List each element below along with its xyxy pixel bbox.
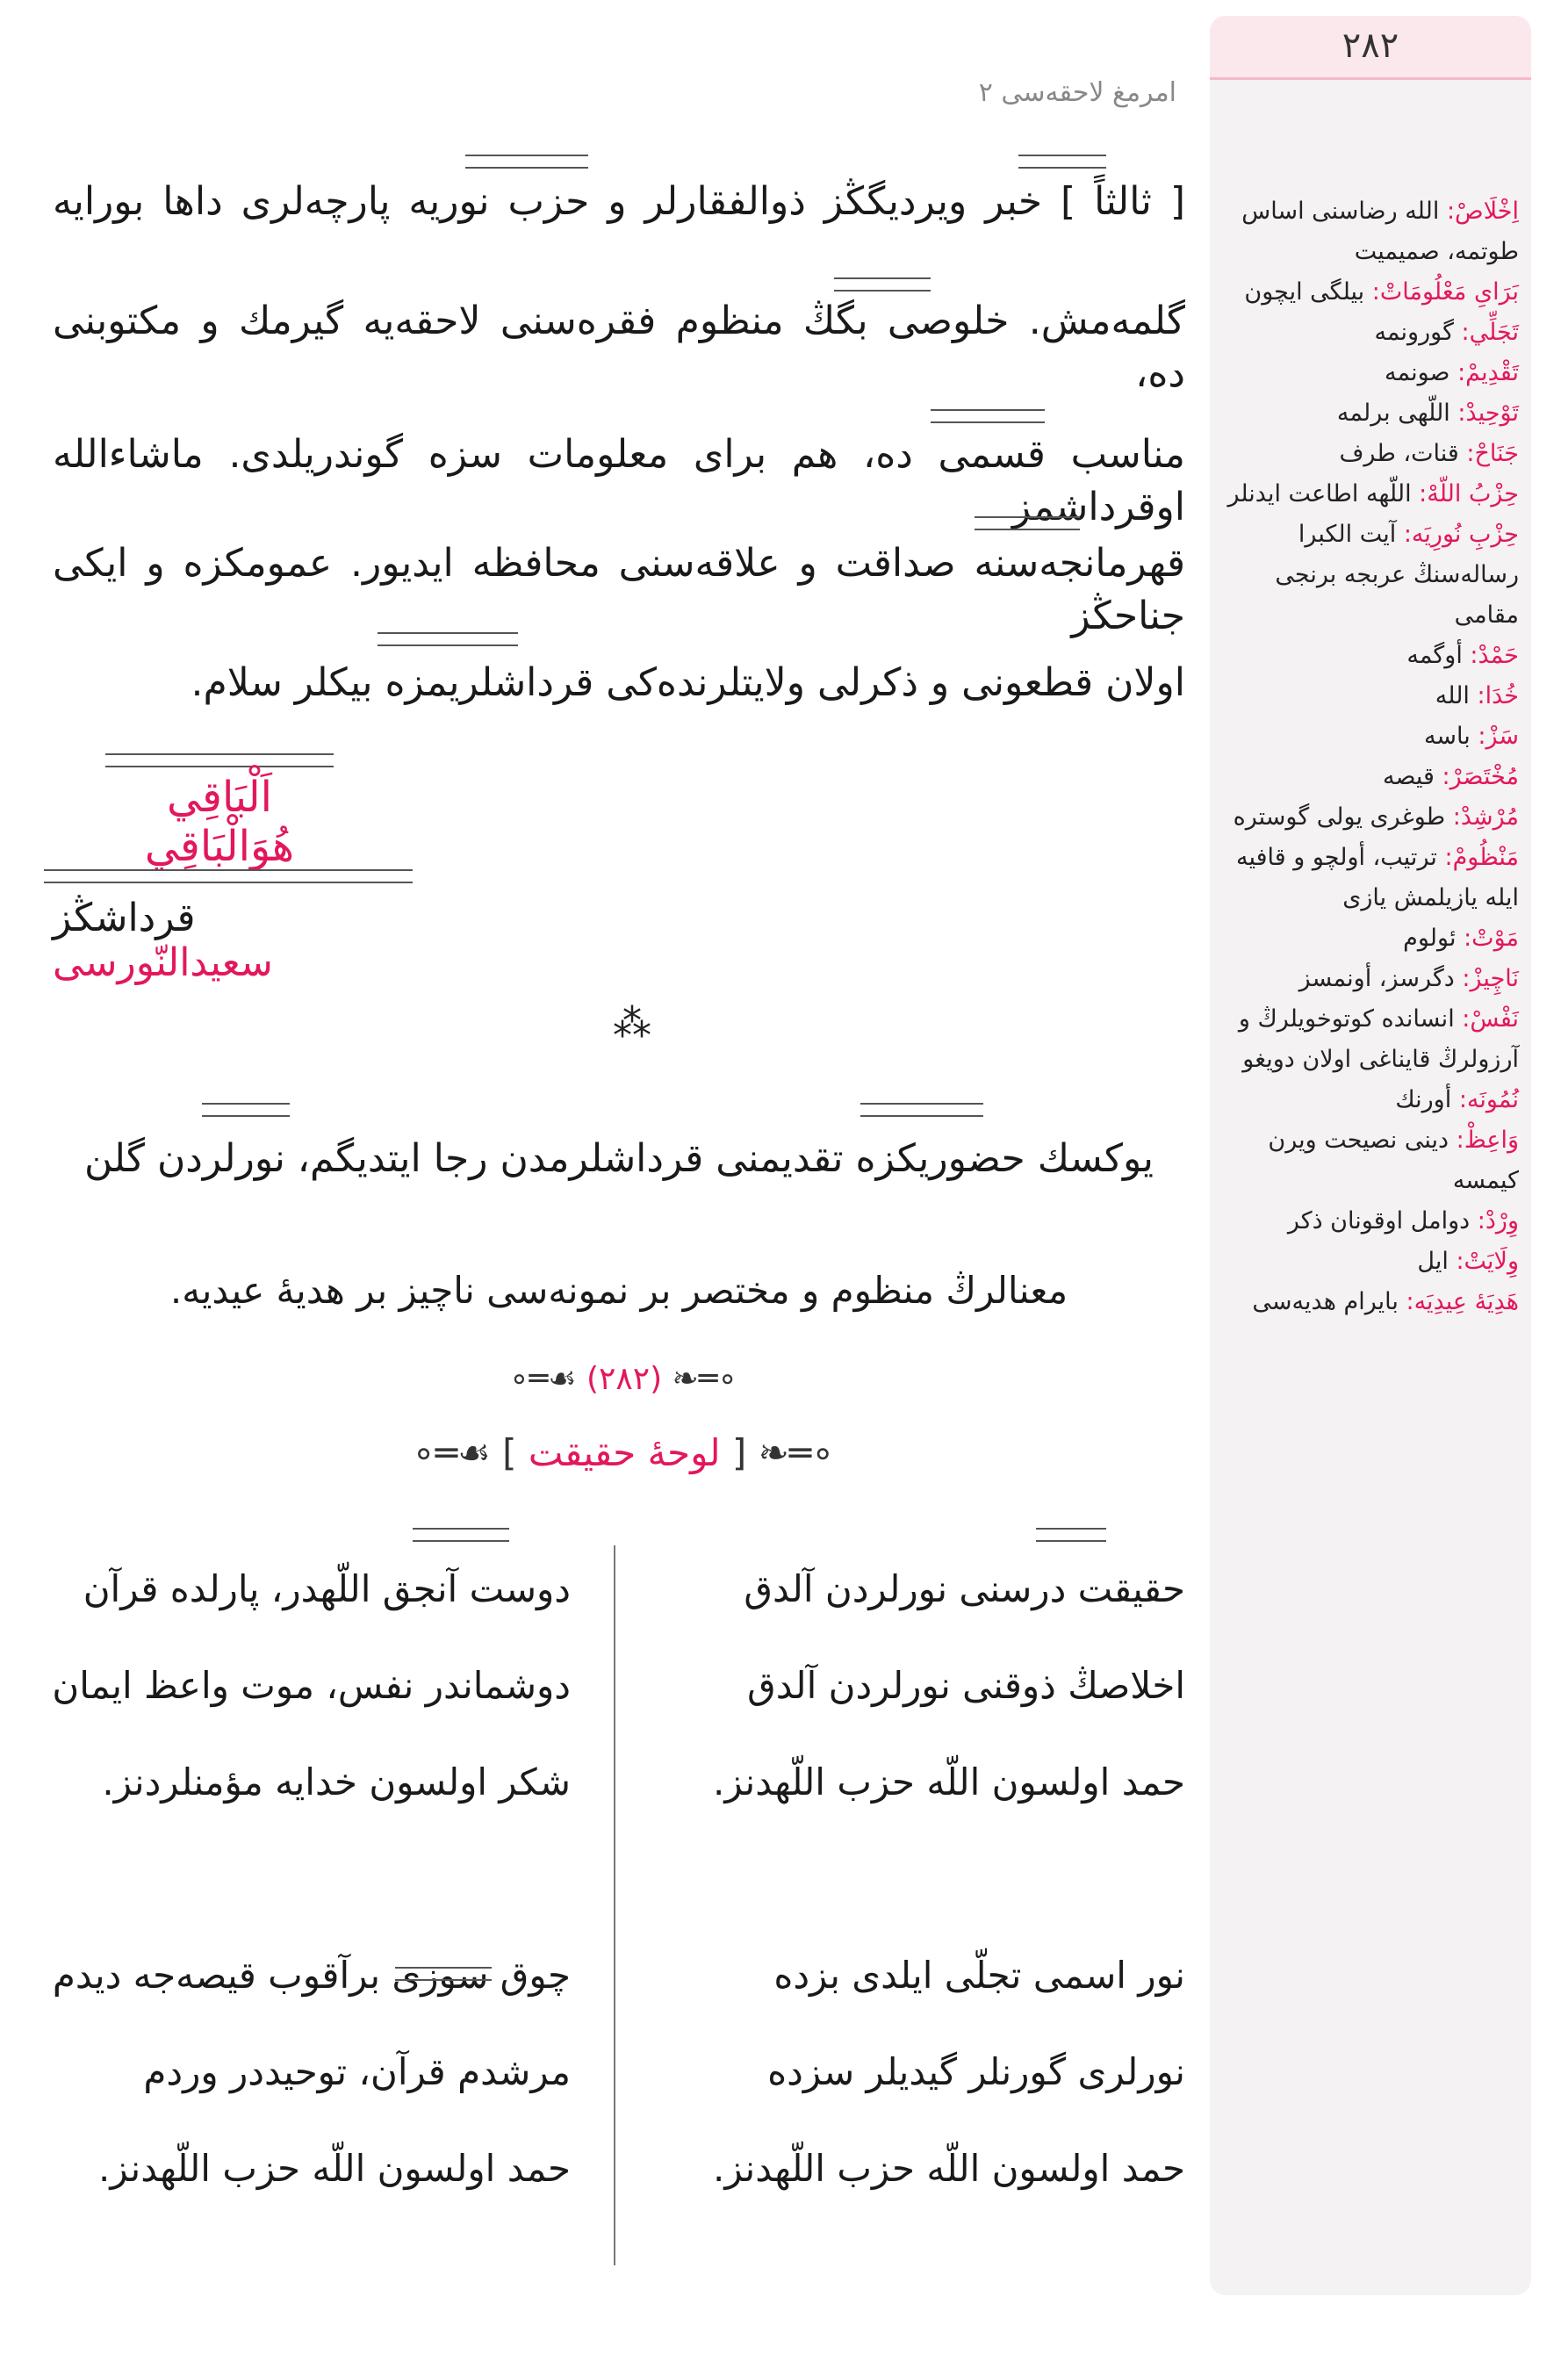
- glossary-definition: دوامل اوقونان ذكر: [1287, 1207, 1471, 1235]
- glossary-definition: ترتیب، أولچو و قافیه ایله یازیلمش یازی: [1235, 844, 1519, 911]
- glossary-term: سَزْ:: [1478, 723, 1519, 750]
- poem-left-column: [53, 1541, 571, 2217]
- overline-decoration: [105, 753, 334, 767]
- poem-line: حمد اولسون اللّه حزب اللّهدنز.: [97, 2147, 571, 2190]
- glossary-definition: ایل: [1417, 1248, 1449, 1275]
- poem-line: حمد اولسون اللّه حزب اللّهدنز.: [712, 1760, 1185, 1804]
- overline-decoration: [834, 277, 931, 292]
- poem-right-column: [667, 1541, 1185, 2217]
- glossary-definition: آیت الكبرا رساله‌سنڭ عربجه برنجی مقامی: [1275, 521, 1519, 629]
- glossary-term: حِزْبِ نُورِيَه:: [1403, 521, 1519, 548]
- glossary-term: حِزْبُ اللّهْ:: [1419, 480, 1519, 508]
- glossary-definition: قنات، طرف: [1339, 440, 1459, 467]
- poem-line: شكر اولسون خدایه مؤمنلردنز.: [102, 1760, 571, 1804]
- glossary-definition: بیلگی ایچون: [1244, 278, 1365, 306]
- glossary-entry: [1222, 959, 1519, 999]
- closing-phrase: اَلْبَاقِي هُوَالْبَاقِي: [144, 773, 295, 871]
- glossary-definition: انسانده كوتوخویلرڭ و آرزولرڭ قایناغی اولان دویغو: [1238, 1005, 1519, 1073]
- glossary-definition: الله رضاسنی اساس طوتمه، صمیمیت: [1241, 198, 1519, 265]
- glossary-term: بَرَاىِ مَعْلُومَاتْ:: [1371, 278, 1519, 306]
- glossary-entry: [1222, 353, 1519, 393]
- glossary-entry: [1222, 1201, 1519, 1242]
- glossary-term: تَجَلِّي:: [1461, 319, 1519, 346]
- ornament-left-icon: ∘═❧ [: [720, 1431, 835, 1474]
- overline-decoration: [975, 516, 1080, 530]
- glossary-entry: [1222, 1120, 1519, 1201]
- poem-line: مرشدم قرآن، توحیددر وردم: [143, 2050, 571, 2093]
- glossary-entry: [1222, 797, 1519, 838]
- dedication-line-2: معنالرڭ منظوم و مختصر بر نمونه‌سی ناچیز بر هدیهٔ عیدیه.: [169, 1269, 1068, 1312]
- glossary-term: خُدَا:: [1477, 682, 1519, 709]
- glossary-definition: صونمه: [1384, 359, 1450, 386]
- glossary-definition: أورنك: [1395, 1086, 1452, 1113]
- trefoil-ornament-icon: ⁂: [613, 1001, 651, 1046]
- glossary-term: وَاعِظْ:: [1456, 1127, 1519, 1154]
- glossary-term: مُرْشِدْ:: [1452, 803, 1519, 831]
- signature: [53, 896, 421, 985]
- glossary-term: هَدِيَۀ عِيدِيَه:: [1406, 1288, 1519, 1315]
- glossary-term: تَقْدِيمْ:: [1457, 359, 1519, 386]
- ornament-right-icon: ☙═∘: [509, 1361, 577, 1397]
- glossary-entry: [1222, 272, 1519, 313]
- glossary-term: جَنَاحْ:: [1466, 440, 1519, 467]
- glossary-entry: [1222, 676, 1519, 716]
- ornament-left-icon: ∘═❧: [662, 1361, 737, 1397]
- glossary-definition: اللّهی برلمه: [1336, 400, 1450, 427]
- body-line-4: قهرمانجه‌سنه صداقت و علاقه‌سنی محافظه ایدیور. عمومكزه و ایكی جناحڭز: [53, 541, 1185, 638]
- glossary-entry: [1222, 434, 1519, 474]
- glossary-term: مُخْتَصَرْ:: [1442, 763, 1519, 790]
- glossary-entry: [1222, 1080, 1519, 1120]
- glossary-term: وِلَايَتْ:: [1456, 1248, 1519, 1275]
- glossary-definition: اللّهه اطاعت ایدنلر: [1227, 480, 1412, 508]
- glossary-entry: [1222, 1282, 1519, 1322]
- ornament-right-icon: ] ☙═∘: [412, 1431, 517, 1474]
- glossary-term: مَنْظُومْ:: [1444, 844, 1519, 871]
- poem-line: نورلری گورنلر گیدیلر سزده: [767, 2050, 1185, 2093]
- poem-divider: [614, 1545, 615, 2265]
- poem-line: نور اسمی تجلّی ایلدی بزده: [773, 1954, 1185, 1997]
- glossary-definition: باسه: [1423, 723, 1471, 750]
- body-line-1: [ ثالثاً ] خبر ویردیگڭز ذوالفقارلر و حزب نوریه پارچه‌لری داها بورایه: [53, 179, 1185, 224]
- glossary-term: اِخْلَاصْ:: [1446, 198, 1519, 225]
- glossary-entry: [1222, 999, 1519, 1080]
- glossary-entry: [1222, 515, 1519, 636]
- poem-line: [53, 1831, 571, 1927]
- glossary-term: وِرْدْ:: [1477, 1207, 1519, 1235]
- poem-line: اخلاصڭ ذوقنی نورلردن آلدق: [747, 1664, 1185, 1707]
- poem-line: دوست آنجق اللّهدر، پارلده قرآن: [83, 1567, 571, 1610]
- glossary-definition: الله: [1435, 682, 1470, 709]
- glossary-entry: [1222, 716, 1519, 757]
- glossary-entry: [1222, 474, 1519, 515]
- overline-decoration: [44, 869, 413, 883]
- body-line-3: مناسب قسمی ده، هم برای معلومات سزه گوندریلدی. ماشاءالله اوقرداشمز: [53, 432, 1185, 529]
- section-number: (٢٨٢): [586, 1361, 663, 1397]
- glossary-definition: قیصه: [1383, 763, 1435, 790]
- section-number-banner: [263, 1361, 983, 1397]
- overline-decoration: [413, 1528, 509, 1542]
- glossary-entry: [1222, 838, 1519, 918]
- glossary-definition: بایرام هدیه‌سی: [1252, 1288, 1399, 1315]
- overline-decoration: [378, 632, 518, 646]
- glossary-sidebar: [1210, 16, 1531, 2295]
- glossary-entry: [1222, 757, 1519, 797]
- glossary-definition: أوگمه: [1406, 642, 1463, 669]
- overline-decoration: [1018, 155, 1106, 169]
- glossary-term: مَوْتْ:: [1464, 925, 1519, 952]
- overline-decoration: [395, 1967, 492, 1981]
- glossary-entry: [1222, 393, 1519, 434]
- glossary-definition: دینی نصیحت ویرن كیمسه: [1268, 1127, 1519, 1194]
- page-number: ٢٨٢: [1210, 16, 1531, 80]
- poem-line: حمد اولسون اللّه حزب اللّهدنز.: [712, 2147, 1185, 2190]
- poem-line: حقیقت درسنی نورلردن آلدق: [744, 1567, 1185, 1610]
- glossary-entry: [1222, 918, 1519, 959]
- glossary-term: تَوْحِيدْ:: [1457, 400, 1519, 427]
- poem-line: چوق سوزی برآقوب قیصه‌جه دیدم: [52, 1954, 571, 1997]
- overline-decoration: [931, 409, 1045, 423]
- glossary-definition: گورونمه: [1374, 319, 1454, 346]
- poem-line: [667, 1831, 1185, 1927]
- section-title-banner: [263, 1431, 983, 1474]
- glossary-term: حَمْدْ:: [1470, 642, 1519, 669]
- signature-label: قرداشڭز: [53, 896, 196, 940]
- dedication-line-1: یوكسك حضوریكزه تقدیمنی قرداشلرمدن رجا ایتدیگم، نورلردن گلن: [84, 1136, 1154, 1181]
- overline-decoration: [465, 155, 588, 169]
- overline-decoration: [860, 1103, 983, 1117]
- glossary-list: [1222, 191, 1519, 1322]
- glossary-definition: ئولوم: [1403, 925, 1457, 952]
- poem-line: دوشماندر نفس، موت واعظ ایمان: [52, 1664, 571, 1707]
- glossary-term: نَاچِيزْ:: [1462, 965, 1519, 992]
- glossary-entry: [1222, 636, 1519, 676]
- glossary-term: نُمُونَه:: [1458, 1086, 1519, 1113]
- glossary-definition: دگرسز، أونمسز: [1298, 965, 1455, 992]
- body-line-2: گلمه‌مش. خلوصی بگڭ منظوم فقره‌سنی لاحقه‌یه گیرمك و مكتوبنی ده،: [53, 299, 1185, 396]
- overline-decoration: [202, 1103, 290, 1117]
- glossary-definition: طوغری یولی گوستره: [1233, 803, 1446, 831]
- glossary-entry: [1222, 313, 1519, 353]
- glossary-entry: [1222, 191, 1519, 272]
- glossary-entry: [1222, 1242, 1519, 1282]
- overline-decoration: [1036, 1528, 1106, 1542]
- signature-name: سعيدالنّورسى: [53, 940, 273, 985]
- section-title: لوحهٔ حقيقت: [528, 1431, 721, 1474]
- body-line-5: اولان قطعونی و ذكرلی ولایتلرنده‌كی قرداشلریمزه بیكلر سلام.: [191, 660, 1185, 705]
- header-note: امرمغ لاحقه‌سی ٢: [978, 77, 1176, 108]
- glossary-term: نَفْسْ:: [1462, 1005, 1519, 1033]
